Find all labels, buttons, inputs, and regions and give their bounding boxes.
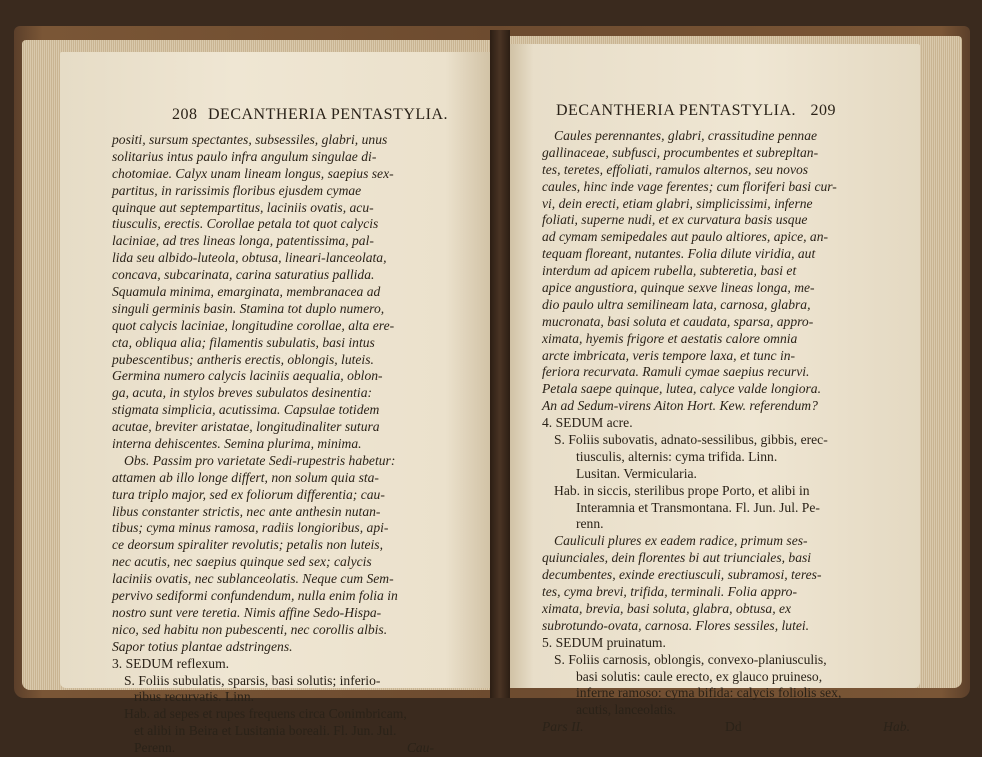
perenn-text: Perenn. (134, 740, 176, 756)
text-line: foliati, superne nudi, et ex curvatura basis usque (542, 212, 808, 228)
diagnosis-line: S. Foliis subulatis, sparsis, basi solutis; inferio- (124, 672, 381, 688)
text-line: nico, sed habitu non pubescenti, nec corollis albis. (112, 621, 388, 637)
text-line: feriora recurvata. Ramuli cymae saepius recurvi. (542, 364, 810, 380)
left-page-text (112, 132, 434, 757)
description-line: Cauliculi plures ex eadem radice, primum ses- (554, 533, 808, 549)
diagnosis-line: S. Foliis subovatis, adnato-sessilibus, gibbis, erec- (554, 432, 828, 448)
text-line: Squamula minima, emarginata, membranacea ad (112, 284, 381, 300)
text-line: Obs. Passim pro varietate Sedi-rupestris habetur: (124, 452, 396, 468)
text-line: tibus; cyma minus ramosa, radiis longioribus, api- (112, 520, 389, 536)
text-line: Caules perennantes, glabri, crassitudine pennae (554, 128, 818, 143)
text-line: quot calycis laciniae, longitudine corollae, alta ere- (112, 317, 395, 333)
left-page (60, 52, 498, 756)
habitat-line: et alibi in Beira et Lusitania boreali. Fl. Jun. Jul. (134, 723, 397, 739)
book-gutter (490, 30, 510, 698)
species-heading: 3. SEDUM reflexum. (112, 655, 230, 671)
text-line: stigmata simplicia, acutissima. Capsulae totidem (112, 402, 380, 418)
text-line: nec acutis, nec saepius quinque sed sex; calycis (112, 554, 372, 570)
text-line: nostro sunt vere teretia. Nimis affine Sedo-Hispa- (112, 604, 382, 620)
diagnosis-line: ribus recurvatis. Linn. (134, 689, 255, 705)
text-line: positi, sursum spectantes, subsessiles, glabri, unus (112, 132, 388, 147)
right-running-head: DECANTHERIA PENTASTYLIA. (556, 102, 797, 119)
right-page (500, 44, 920, 735)
text-line: cta, obliqua alia; filamentis subulatis, basi intus (112, 334, 375, 350)
text-line: pubescentibus; antheris erectis, oblongis, luteis. (112, 351, 374, 367)
diagnosis-line: S. Foliis carnosis, oblongis, convexo-planiusculis, (554, 651, 827, 667)
text-line: acutae, breviter aristatae, longitudinaliter sutura (112, 419, 380, 435)
diagnosis-line: basi solutis: caule erecto, ex glauco pruineso, (576, 668, 823, 684)
description-line: subrotundo-ovata, carnosa. Flores sessiles, lutei. (542, 617, 810, 633)
diagnosis-line: acutis, lanceolatis. (576, 702, 677, 718)
description-line: quiunciales, dein florentes bi aut triunciales, basi (542, 550, 812, 566)
diagnosis-line: inferne ramoso: cyma bifida: calycis foliolis sex, (576, 685, 842, 701)
text-line: tequam floreant, nutantes. Folia dilute viridia, aut (542, 246, 816, 262)
description-line: ximata, brevia, basi soluta, glabra, obtusa, ex (542, 600, 792, 616)
catchword: Cau- (406, 740, 434, 756)
habitat-line: Interamnia et Transmontana. Fl. Jun. Jul. Pe- (576, 499, 820, 515)
text-line: quinque aut septempartitus, laciniis ovatis, acu- (112, 199, 374, 215)
description-line: decumbentes, exinde erectiusculi, subramosi, teres- (542, 567, 822, 583)
text-line: pervivo sediformi confundendum, nulla enim folia in (112, 588, 398, 604)
text-line: laciniis ovatis, nec sublanceolatis. Neque cum Sem- (112, 571, 394, 587)
text-line: apice angustiora, quinque sexve lineas longa, me- (542, 280, 815, 296)
habitat-line: Hab. ad sepes et rupes frequens circa Conimbricam, (124, 706, 407, 722)
text-line: lida seu albido-luteola, obtusa, lineari-lanceolata, (112, 250, 387, 266)
right-page-number: 209 (810, 102, 837, 119)
text-line: vi, dein erecti, etiam glabri, simplicissimi, inferne (542, 195, 813, 211)
left-page-header (172, 106, 448, 124)
signature-mark: Dd (725, 719, 742, 735)
text-line: ga, acuta, in stylos breves subulatos desinentia: (112, 385, 373, 401)
signature-part: Pars II. (542, 719, 584, 735)
text-line: ad cymam semipedales aut paulo altiores, apice, an- (542, 229, 829, 245)
text-line: gallinaceae, subfusci, procumbentes et subrepltan- (542, 144, 819, 160)
text-line: concava, subcarinata, carina saturatius pallida. (112, 267, 375, 283)
text-line: libus constanter strictis, nec ante anthesin nutan- (112, 503, 381, 519)
text-line: partitus, in rarissimis floribus ejusdem cymae (112, 182, 362, 198)
description-line: tes, cyma brevi, trifida, terminali. Folia appro- (542, 584, 797, 600)
text-line: solitarius intus paulo infra angulum singulae di- (112, 148, 377, 164)
last-line (112, 740, 434, 757)
text-line: interna dehiscentes. Semina plurima, minima. (112, 436, 362, 452)
text-line: attamen ab illo longe differt, non solum quia sta- (112, 469, 379, 485)
right-page-text (542, 128, 910, 736)
text-line: dio paulo ultra semilineam lata, carnosa, glabra, (542, 296, 811, 312)
text-line: interdum ad apicem rubella, subteretia, basi et (542, 263, 797, 279)
habitat-line: renn. (576, 516, 604, 532)
habitat-line: Hab. in siccis, sterilibus prope Porto, et alibi in (554, 482, 810, 498)
species-heading: 4. SEDUM acre. (542, 415, 633, 431)
text-line: singuli germinis basin. Stamina tot duplo numero, (112, 300, 385, 316)
catchword: Hab. (883, 719, 910, 735)
species-heading: 5. SEDUM pruinatum. (542, 634, 666, 650)
text-line: ce deorsum spiraliter revolutis; petalis non luteis, (112, 537, 383, 553)
text-line: tiusculis, erectis. Corollae petala tot quot calycis (112, 216, 379, 232)
text-line: An ad Sedum-virens Aiton Hort. Kew. referendum? (542, 398, 818, 414)
text-line: ximata, hyemis frigore et aestatis calore omnia (542, 330, 798, 346)
text-line: laciniae, ad tres lineas longa, patentissima, pal- (112, 233, 374, 249)
text-line: Germina numero calycis laciniis aequalia, oblon- (112, 368, 383, 384)
right-page-header (556, 102, 836, 120)
vernacular-line: Lusitan. Vermicularia. (576, 465, 697, 481)
page-footer (542, 719, 910, 736)
text-line: tes, teretes, effoliati, ramulos alternos, seu novos (542, 161, 809, 177)
left-running-head: DECANTHERIA PENTASTYLIA. (208, 106, 449, 123)
text-line: caules, hinc inde vage ferentes; cum floriferi basi cur- (542, 178, 837, 194)
left-page-number: 208 (172, 106, 198, 123)
diagnosis-line: tiusculis, alternis: cyma trifida. Linn. (576, 448, 778, 464)
text-line: Sapor totius plantae adstringens. (112, 638, 293, 654)
text-line: chotomiae. Calyx unam lineam longus, saepius sex- (112, 165, 394, 181)
text-line: tura triplo major, sed ex foliorum differentia; cau- (112, 486, 385, 502)
text-line: arcte imbricata, veris tempore laxa, et tunc in- (542, 347, 796, 363)
text-line: mucronata, basi soluta et caudata, sparsa, appro- (542, 313, 814, 329)
text-line: Petala saepe quinque, lutea, calyce valde longiora. (542, 381, 821, 397)
